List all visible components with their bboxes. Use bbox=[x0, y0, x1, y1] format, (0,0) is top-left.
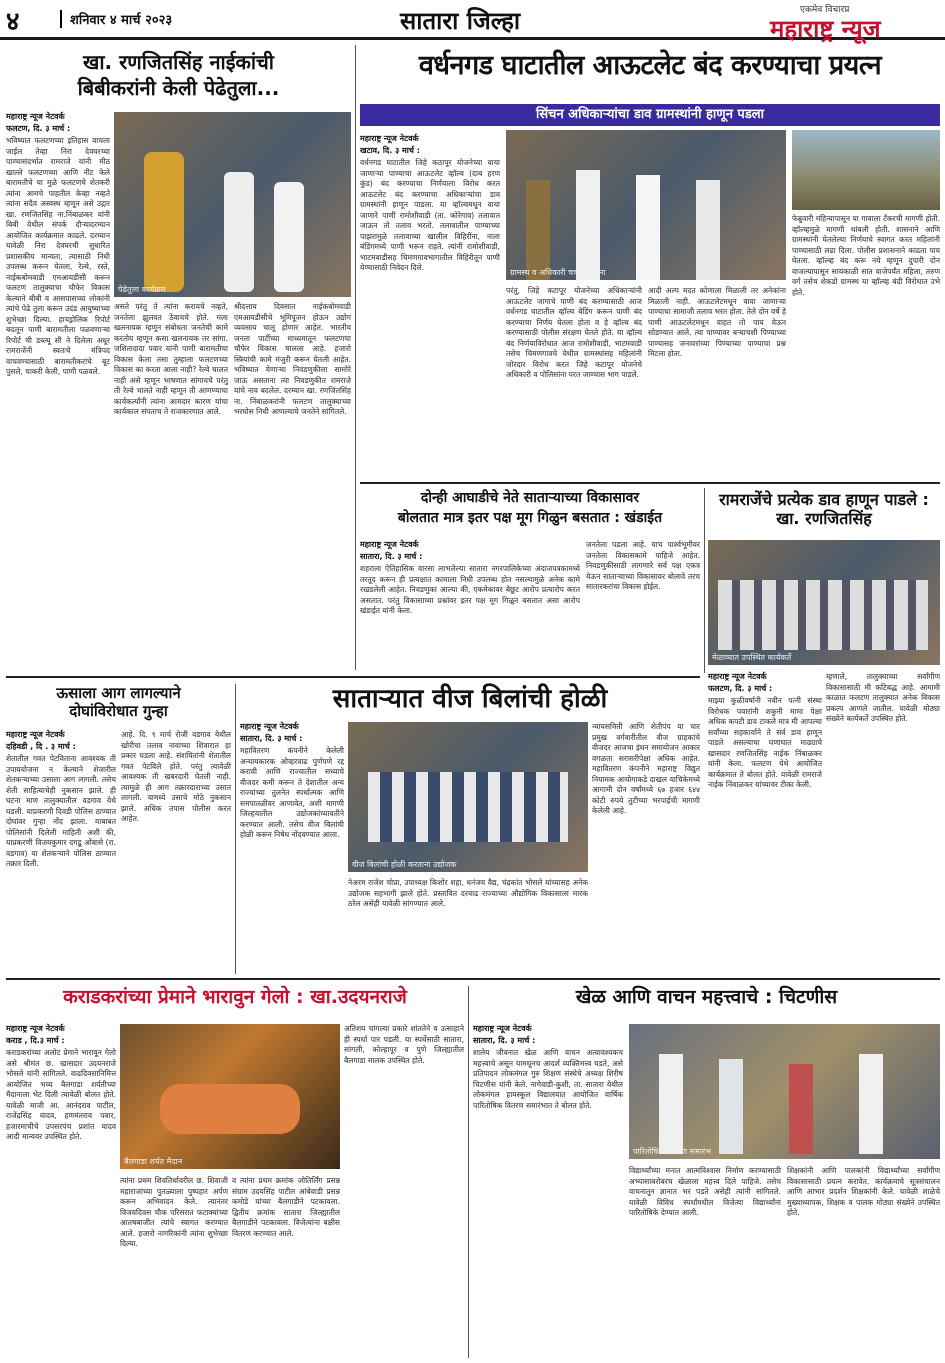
story2-photo bbox=[506, 130, 786, 280]
story2-col4: फेब्रुवारी महिन्यापासून या गावाला टँकरची मागणी होती. व्हॉल्व्हमुळे मागणी थांबली होती. शासनाने आणि ग्रामस्थांनी घेतलेल्या निर्णयाचे स्वागत करत महिलांनी पाण्यासाठी लढा दिला. पोलीस प्रशासनाने काढता पाय घेतला. व्हॉल्व्ह बंद करू नये म्हणून दुपारी दोन वाजल्यापासून सायंकाळी सात वाजेपर्यंत महिला, तरुण वर्ग तसेच शेकडो ग्रामस्थ या व्हॉल्व्ह बंदी विरोधात उभे होते. bbox=[792, 214, 940, 297]
story4-photo-caption: मेळाव्यात उपस्थित कार्यकर्ते bbox=[712, 653, 792, 662]
story2-headline: वर्धनगड घाटातील आऊटलेट बंद करण्याचा प्रयत्न bbox=[418, 50, 882, 81]
story6-byline: महाराष्ट्र न्यूज नेटवर्क bbox=[240, 722, 299, 731]
story2-col1: वर्धनगड घाटातील जिहे कठापूर योजनेच्या वाया जाणाऱ्या पाण्याचा आऊटलेट व्हॉल्व (दाब हरण कुंड) बंद करण्याचा निर्णयाला विरोध करत आऊटलेट बंद करण्याचा अधिकाऱ्यांचा डाव ग्रामस्थांनी हाणून पाडला. या व्हॉल्वमधून वाया जाणारे पाणी रामोशीवाडी (ता. कोरेगाव) तलावात जाऊन तो तलाव भरतो. तलावातील पाण्याच्या पाझरामुळे तलावाच्या खालील विहिरींना, नाला बंडिंगमध्ये पाणी भरून राहते. त्यांनी रामोशीवाडी, भाटमवाडीसह चिमणगावभागातील विहिरीतून पाणी येण्यासाठी निवेदन दिले. bbox=[360, 158, 500, 272]
story8-photo bbox=[629, 1024, 940, 1159]
story6-photo-caption: वीज बिलांची होळी करताना उद्योजक bbox=[352, 860, 457, 869]
story3-col1: शहराला ऐतिहासिक वारसा लाभलेल्या सातारा नगरपालिकेच्या अंदाजपत्रकामध्ये तरतूद करून ही प्रत्यक्षात कामाला निधी उपलब्ध होत नसल्यामुळे अनेक कामे रखडलेली आहेत. निवडणुका आल्या की, एकमेकावर बेछूट आरोप प्रत्यारोप करत असतात. परंतु विकासाच्या प्रश्नांवर इतर पक्ष मूग गिळून बसतात असा आरोप खंडाईत यांनी केला. bbox=[360, 564, 580, 615]
story2-landscape-photo bbox=[792, 130, 940, 210]
column-divider bbox=[355, 45, 356, 670]
story5-byline: महाराष्ट्र न्यूज नेटवर्क bbox=[6, 730, 65, 739]
story6-col2: न्यायसमिती आणि शेतीपंप या चार प्रमुख वर्गवारीतील वीज ग्राहकांचे वीजदर आजचा इंधन समायोजन आकार वगळता सरासरीपेक्षा अधिक आहेत. महावितरण कंपनीने महाराष्ट्र विद्युत नियामक आयोगाकडे दाखल याचिकेमध्ये आगामी दोन वर्षांमध्ये ६७ हजार ६४४ कोटी रुपये तुटीच्या भरपाईची मागणी केलेली आहे. bbox=[592, 722, 700, 815]
story7-byline: महाराष्ट्र न्यूज नेटवर्क bbox=[6, 1024, 65, 1033]
story1-photo-caption: पेढेतुला कार्यक्रम bbox=[118, 285, 166, 294]
story-chitnis bbox=[473, 986, 940, 1358]
story8-photo-caption: पारितोषिक वितरण समारंभ bbox=[633, 1147, 711, 1156]
story2-photo-caption: ग्रामस्थ व अधिकारी चर्चा करताना bbox=[510, 268, 606, 277]
story8-dateline: सातारा, दि. ३ मार्च : bbox=[473, 1036, 536, 1045]
story6-headline: साताऱ्यात वीज बिलांची होळी bbox=[332, 684, 608, 714]
story8-col1: शालेय जीवनात खेळ आणि वाचन अत्यावश्यकच महत्त्वाचे असून यामधूनच आदर्श व्यक्तिमत्त्व घडते, असे प्रतिपादन लोकमंगल गुरु शिक्षण संस्थेचे अध्यक्ष शिरीष चिटणीस यांनी केले. नागेवाडी-कुशी, ता. सातारा येथील लोकमंगल हायस्कूल विद्यालयात आयोजित वार्षिक पारितोषिक वितरण समारंभात ते बोलत होते. bbox=[473, 1048, 623, 1110]
column-divider bbox=[704, 488, 705, 673]
story1-headline-2: बिबीकरांनी केली पेढेतुला... bbox=[77, 76, 280, 100]
page-number: ४ bbox=[6, 7, 20, 37]
story7-col1: कराडकरांच्या अलोट प्रेमाने भारावून गेलो असे श्रीमंत छ. खासदार उदयनराजे भोसले यांनी सांगितले. वाढदिवसानिमित्त आयोजित भव्य बैलगाडा शर्यतीच्या मैदानाला भेट दिली त्यावेळी बोलत होते. यावेळी माजी आ. आनंदराव पाटील, राजेंद्रसिंह यादव, हणमंतराव पवार, हजारमाचीचे उपसरपंच प्रशांत यादव आदी मान्यवर उपस्थित होते. bbox=[6, 1048, 116, 1141]
story2-subheadline: सिंचन अधिकाऱ्यांचा डाव ग्रामस्थांनी हाणून पडला bbox=[360, 104, 940, 126]
column-divider bbox=[468, 986, 469, 1358]
column-divider bbox=[235, 684, 236, 974]
story5-dateline: दहिवडी , दि . ३ मार्च : bbox=[6, 742, 76, 751]
story5-col1: शेतातील गवत पेटविताना आवश्यक ती उपाययोजना न केल्याने शेजारील शेतकऱ्याच्या उसाला आग लागली. तसेच शेती साहित्याचेही नुकसान झाले. ही घटना माण तालुक्यातील वडगाव येथे घडली. याप्रकरणी दिवडी पोलिस ठाण्यात दोघांवर गुन्हा नोंद झाला. याबाबत पोलिसांनी दिलेली माहिती अशी की, याप्रकरणी विजयकुमार दगडू ओंबासे (रा. वडगाव) या शेतकऱ्याने पोलिस ठाण्यात तक्रार दिली. bbox=[6, 754, 116, 868]
story1-byline: महाराष्ट्र न्यूज नेटवर्क bbox=[6, 112, 65, 121]
story6-dateline: सातारा, दि. ३ मार्च : bbox=[240, 734, 303, 743]
story8-byline: महाराष्ट्र न्यूज नेटवर्क bbox=[473, 1024, 532, 1033]
story8-headline: खेळ आणि वाचन महत्त्वाचे : चिटणीस bbox=[575, 986, 838, 1008]
story-usala-aag bbox=[6, 684, 231, 974]
story-khandait bbox=[360, 490, 700, 675]
story7-photo-caption: बैलगाडा शर्यत मैदान bbox=[124, 1157, 183, 1166]
story7-col4: अतिशय चांगल्या प्रकारे शांततेने व उत्साहाने ही स्पर्धा पार पडली. या स्पर्धेसाठी सातारा, सांगली, कोल्हापूर व पुणे जिल्ह्यातील बैलगाडा मालक उपस्थित होते. bbox=[344, 1024, 464, 1065]
story3-byline: महाराष्ट्र न्यूज नेटवर्क bbox=[360, 540, 419, 549]
masthead bbox=[0, 0, 945, 43]
issue-date: शनिवार ४ मार्च २०२३ bbox=[60, 10, 172, 28]
story2-byline: महाराष्ट्र न्यूज नेटवर्क bbox=[360, 134, 419, 143]
story7-col3: व त्यांना प्रथम क्रमांक जोतिर्लिंग प्रसन्न संग्राम उदयसिंह पाटील आंबेवाडी प्रसन्न कमोडे यांच्या बैलगाडीने पटकावला. द्वितीय क्रमांक सातारा जिल्ह्यातील बैलगाडीने पटकावला. विजेत्यांना बक्षीस वितरण करण्यात आले. bbox=[232, 1176, 340, 1238]
story5-col2: आहे. दि. ९ मार्च रोजी वडगाव येथील खोरीचा तलाव नावाच्या शिवारात हा प्रकार घडला आहे. संशयितांनी शेतातील गवत पेटविले होते. परंतु त्यावेळी आवश्यक ती खबरदारी घेतली नाही. त्यामुळे ही आग तक्रारदाराच्या उसात लागली. यामध्ये उसाचे मोठे नुकसान झाले. अधिक तपास पोलीस करत आहेत. bbox=[121, 730, 231, 823]
story7-dateline: कराड , दि.३ मार्च : bbox=[6, 1036, 65, 1045]
story4-col1: माझ्या कुळीवर्षानी नवीन पत्नी संस्था विरोधक पवारांनी शकुनी मामा पेक्षा अधिक कपटी डाव टाकले मात्र मी आपल्या सर्वांच्या सहकार्याने ते सर्व डाव हाणून पाडले असल्याचा घणाघात माढ्याचे खासदार रणजितसिंह नाईक निंबाळकर यांनी केला. फलटण येथे आयोजित कार्यक्रमात ते बोलत होते. यावेळी रामराजे नाईक निंबाळकर यांच्यावर टीका केली. bbox=[708, 696, 822, 789]
brand-tagline: एकमेव विचारप्र bbox=[800, 5, 850, 15]
story2-col3: आदी अल्प मदत कोणाला मिळाली तर अनेकांना मिळाली नाही. आऊटलेटमधून वाया जाणाऱ्या पाण्याचा सामाजी तलाव भरत होता. तेले दोन वर्षे हे पाणी आऊटलेटमधून वाहत तो पाय येऊन सोडण्यात आले. त्या पाण्यावर बऱ्याचशी पिण्याच्या पाण्यासह जनावरांच्या पिण्याच्या पाण्याचा प्रश्न मिटला होता. bbox=[648, 286, 786, 358]
story4-byline: महाराष्ट्र न्यूज नेटवर्क bbox=[708, 672, 767, 681]
story4-photo bbox=[708, 540, 940, 665]
story6-photo bbox=[348, 722, 588, 872]
story4-col2: म्हणाले, तालुक्याच्या सर्वांगीण विकासासाठी मी कटिबद्ध आहे. आगामी काळात फलटण तालुक्यात अनेक विकास प्रकल्प आणले जातील. यावेळी मोठ्या संख्येने कार्यकर्ते उपस्थित होते. bbox=[826, 672, 940, 723]
story3-headline-2: बोलतात मात्र इतर पक्ष मूग गिळुन बसतात : खंडाईत bbox=[397, 509, 663, 526]
story3-col2: जनतेला पडला आहे. याच पार्श्वभूमीवर जनतेला विकासकामे पाहिजे आहेत. निवडणुकीसाठी लागणारे सर्व पक्ष एकत्र येऊन साताऱ्याच्या विकासावर बोलावे तरच सातारकरांचा विकास होईल. bbox=[586, 540, 700, 591]
story3-headline-1: दोन्ही आघाडीचे नेते साताऱ्याच्या विकासावर bbox=[420, 490, 640, 506]
story2-col2: परंतु, जिहे कटापूर योजनेच्या अधिकाऱ्यांनी आऊटलेट जागाचे पाणी बंद करण्यासाठी आज वर्धनगड घाटातील व्हॉल्व बेडिंग करून पाणी बंद करण्याचा निर्णय घेतला होता व हे व्हॉल्व बंद करण्यासाठी पोलीस संरक्षण घेतले होते. या व्हॉल्व बंद निर्णयाविरोधात आज रामोशीवाडी, भाटमवाडी तसेच चिमणगावचे येथील ग्रामस्थांसह महिलांनी जोरदार विरोध करत जिहे कटापूर योजनेचे अधिकारी व पोलिसांना परत जाण्यास भाग पाडले. bbox=[506, 286, 642, 379]
story6-col1: महावितरण कंपनीने केलेली अन्यायकारक ओव्हरवाढ पुर्णपणे रद्द करावी आणि राज्यातील सध्याचे वीजदर कमी करून ते देशातील अन्य राज्यांच्या तुलनेत स्पर्धात्मक आणि समपातळीवर आणावेत, अशी मागणी जिल्हयातील उद्योजकांच्यावतीने करण्यात आली. तसेच वीज बिलांची होळी करून निषेध नोंदवण्यात आला. bbox=[240, 746, 344, 839]
story-veej-bil bbox=[240, 684, 700, 974]
story-ramraje bbox=[708, 490, 940, 930]
story7-photo bbox=[120, 1024, 340, 1169]
story4-headline: रामराजेंचे प्रत्येक डाव हाणून पाडले : खा. रणजितसिंह bbox=[719, 490, 929, 529]
story-udayanraje bbox=[6, 986, 464, 1358]
story7-headline: कराडकरांच्या प्रेमाने भारावुन गेलो : खा.उदयनराजे bbox=[63, 986, 407, 1008]
story1-headline-1: खा. रणजितसिंह नाईकांची bbox=[83, 50, 274, 74]
story7-col2: त्यांना प्रथम शिवतिर्थावरील छ. शिवाजी महाराजांच्या पुतळ्याला पुष्पहार अर्पण करून अभिवादन केले. त्यानंतर विजयदिवस चौक परिसरात फटाक्यांच्या आतषबाजीत त्यांचे स्वागत करण्यात आले. हजारो नागरिकांनी त्यांना शुभेच्छा दिल्या. bbox=[120, 1176, 228, 1248]
story-peDhetula bbox=[6, 50, 351, 675]
story1-dateline: फलटण, दि. ३ मार्च : bbox=[6, 124, 71, 133]
story4-dateline: फलटण, दि. ३ मार्च : bbox=[708, 684, 773, 693]
story5-headline-2: दोघांविरोधात गुन्हा bbox=[69, 702, 168, 720]
story5-headline-1: ऊसाला आग लागल्याने bbox=[56, 684, 181, 702]
section-divider bbox=[6, 978, 940, 980]
story1-photo bbox=[114, 112, 351, 297]
brand-logo: महाराष्ट्र न्यूज bbox=[770, 14, 881, 43]
story8-col2: विद्यार्थ्यांच्या मनात आत्मविश्वास निर्माण करण्यासाठी अभ्यासाबरोबरच खेळाला महत्त्व दिले पाहिजे. तसेच वाचनातून ज्ञानात भर पडते असेही त्यांनी सांगितले. यावेळी विविध स्पर्धांमधील विजेत्या विद्यार्थ्यांना पारितोषिके देण्यात आली. bbox=[629, 1166, 781, 1217]
story1-col1: भविष्यात फलटणच्या इतिहास वाचला जाईल तेव्हा निरा देवघरच्या पाण्यासंदर्भात रामराजे यांनी मीठ खाल्ले फलटणच्या आणि नीट केले बारामतीचे या मुळे फलटणचे शेतकरी त्यांना आमचे पाहतील केव्हा नव्हते त्यांना सदैव अस्वस्थ म्हणून असे उद्गार खा. रणजितसिंह ना.निंबाळकर यांनी बिबी येथील संपर्क दौऱ्यादरम्यान आयोजित कार्यक्रमात काढले. दरम्यान यावेळी निरा देवघरची सुधारित प्रशासकीय मान्यता, त्यासाठी निधी उपलब्ध करून घेतला, रेल्वे, रस्ते, नाईकबोमवाडी एमआयडीसी करून फलटण तालुक्याचा चौफेर विकास केल्याने बीबी व आसपासच्या लोकांनी त्यांचे पेढे तुला करून उदंड आयुष्याच्या शुभेच्छा दिल्या. हायड्रोलिक रिपोर्ट बदलून पाणी बारामतीला पळवणाऱ्या रिपोर्ट ची डब्ल्यू सी ने दिलेला अधूर रामराजेंनी स्वतःचे मंत्रिपद वाचवण्यासाठी बारामतीकरांचे बूट पुसले, चाकरी केली, पाणी पळवले. bbox=[6, 136, 110, 376]
story1-col2: असते परंतु ते त्यांना करायचे नव्हते, जनतेला झुलवत ठेवायचे होते. मला खलनायक म्हणून संबोधता जनतेची कामे करतोय म्हणून कसा खलनायक तर सांगा. जशितादादा पवार यांनी पाणी बारामतीचा विकास केला तसा तुम्हाला फलटणच्या विकास का करता आला नाही? रेल्वे चालत नाही असे म्हणून भाषणात सांगायचे परंतु ती रेल्वे चालते नाही म्हणून ती आणण्याचा कार्यकर्त्यांनी त्यांना आमदार कारण यांचा कार्यकाल संपताच ते राजकारणात आले. bbox=[114, 302, 228, 416]
section-divider bbox=[6, 676, 700, 678]
section-divider bbox=[360, 482, 940, 484]
story8-col3: शिक्षकांनी आणि पालकांनी विद्यार्थ्यांच्या सर्वांगीण विकासासाठी प्रयत्न करावेत. कार्यक्रमाचे सूत्रसंचालन आणि आभार प्रदर्शन शिक्षकांनी केले. यावेळी शाळेचे मुख्याध्यापक, शिक्षक व पालक मोठ्या संख्येने उपस्थित होते. bbox=[787, 1166, 940, 1217]
section-title: सातारा जिल्हा bbox=[400, 7, 521, 35]
story2-dateline: खटाव, दि. ३ मार्च : bbox=[360, 146, 420, 155]
story3-dateline: सातारा, दि. ३ मार्च : bbox=[360, 552, 423, 561]
story6-col3: नेअरम राजेश चोप्रा, उपाध्यक्ष किशोर शहा, धनंजय वैद्य, चंद्रकांत भोसले यांच्यासह अनेक उद्योजक सहभागी झाले होते. प्रस्तावित दरवाढ राज्याच्या औद्योगिक विकासाला मारक ठरेल असेही यावेळी सांगण्यात आले. bbox=[348, 878, 588, 908]
story1-col3: श्रीदत्ताय दिवसात नाईकबोमवाडी एमआयडीसीचे भूमिपूजन होऊन उद्योग व्यवसाय चालू होणार आहेत. भारतीय जनता पार्टीच्या माध्यमातून फलटणचा चौफेर विकास चालला आहे. हजारो स्त्रियांची कामे मंजुरी करून घेतली आहेत. भविष्यात येणाऱ्या निवडणुकीला सामोरे जाऊ असताना त्या निवडणुकीत रामराजे यांचे नाव बदलेल. दरम्यान खा. रणजितसिंह ना. निंबाळकरांनी फलटण तालुक्याच्या भरघोस निधी आणल्याचे जनतेने सांगितले. bbox=[234, 302, 351, 416]
story-vardhangad bbox=[360, 50, 940, 480]
